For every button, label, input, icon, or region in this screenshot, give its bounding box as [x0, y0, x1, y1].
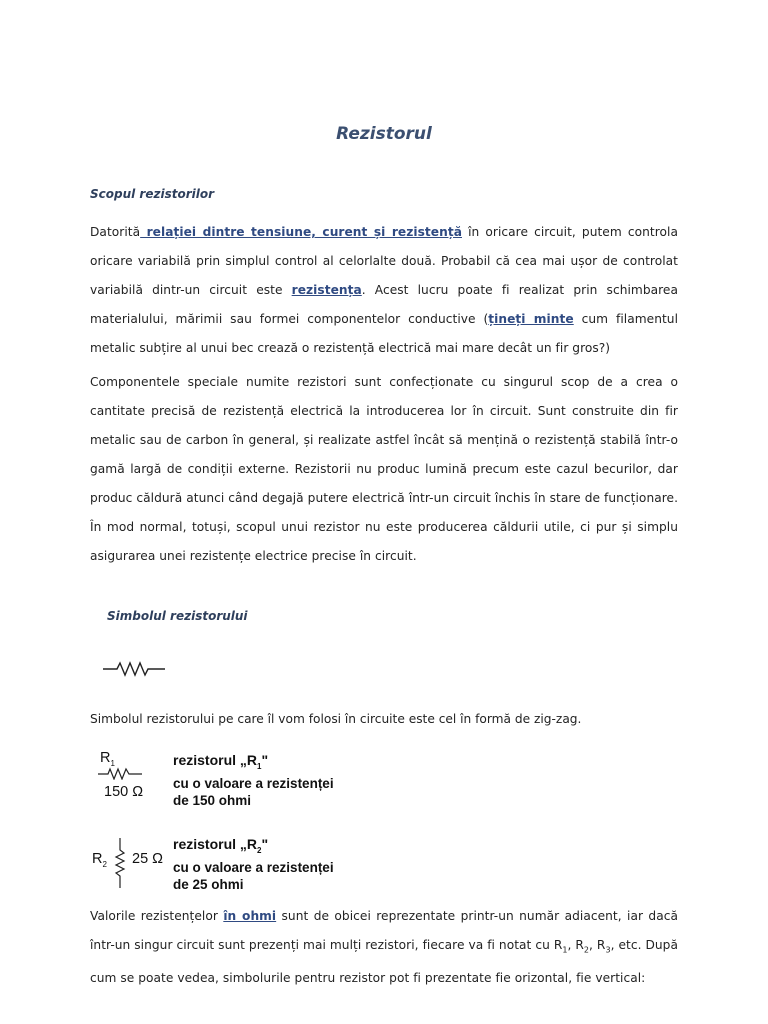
r1-value: 150 Ω: [104, 784, 144, 800]
resistor-r1-figure: [98, 750, 150, 806]
r1-desc-line3: de 150 ohmi: [173, 792, 252, 808]
r2-value: 25 Ω: [132, 851, 163, 867]
link-resistance[interactable]: rezistența: [291, 283, 362, 297]
resistor-symbol-icon: [103, 659, 167, 679]
text-run: , R: [589, 938, 606, 952]
r1-desc-line1: rezistorul $„R_1$": [173, 752, 269, 771]
r2-desc-line2: cu o valoare a rezistenței: [173, 859, 334, 875]
text-run: Datorită: [90, 225, 141, 239]
section-heading-purpose: Scopul rezistorilor: [90, 187, 215, 201]
r1-description: [173, 752, 334, 809]
symbol-caption: Simbolul rezistorului pe care îl vom folosi în circuite este cel în formă de zig-zag.: [90, 712, 582, 726]
subscript-1: 1: [562, 945, 568, 955]
r2-desc-line3: de 25 ohmi: [173, 876, 244, 892]
text-run: , R: [567, 938, 584, 952]
section-heading-symbol: Simbolul rezistorului: [107, 609, 248, 623]
page-title: Rezistorul: [336, 124, 432, 144]
r1-label: $R_1$: [100, 750, 115, 768]
r2-description: [173, 836, 334, 893]
subscript-3: 3: [605, 945, 611, 955]
text-run: sunt de obicei reprezentate printr-un număr adiacent, iar dacă într-un singur circuit sunt prezenți mai mulți rezistori, fiecare va fi notat cu R: [90, 909, 679, 952]
subscript-2: 2: [583, 945, 590, 955]
link-remember[interactable]: țineți minte: [488, 312, 574, 326]
paragraph-purpose-2: Componentele speciale numite rezistori sunt confecționate cu singurul scop de a crea o cantitate precisă de rezistență electrică la introducerea lor în circuit. Sunt construite din fir metalic sau de carbon în general, și realizate astfel încât să mențină o rezistență stabilă într-o gamă largă de condiții externe. Rezistorii nu produc lumină precum este cazul becurilor, dar produc căldură atunci când degajă putere electrică într-un circuit închis în stare de funcționare. În mod normal, totuși, scopul unui rezistor nu este producerea căldurii utile, ci pur și simplu asigurarea unei rezistențe electrice precise în circuit.: [90, 375, 678, 563]
text-run: cum filamentul metalic subțire al unui bec crează o rezistență electrică mai mare decât un fir gros?): [90, 312, 679, 355]
text-run: . Acest lucru poate fi realizat prin schimbarea materialului, mărimii sau formei componentelor conductive (: [90, 283, 678, 326]
r2-desc-line1: rezistorul $„R_2$": [173, 836, 269, 855]
resistor-r2-figure: [92, 836, 162, 890]
paragraph-purpose-1: [90, 218, 678, 363]
text-run: , etc. După cum se poate vedea, simbolurile pentru rezistor pot fi prezentate fie orizontal, fie vertical:: [90, 938, 678, 986]
text-run: Valorile rezistențelor: [90, 909, 224, 923]
resistor-r1-icon: [98, 766, 144, 780]
r1-desc-line2: cu o valoare a rezistenței: [173, 775, 334, 791]
r2-label: $R_2$: [92, 851, 107, 869]
link-in-ohms[interactable]: în ohmi: [223, 909, 277, 923]
link-voltage-current-resistance[interactable]: relației dintre tensiune, curent și rezistență: [140, 225, 462, 239]
text-run: în oricare circuit, putem controla oricare variabilă prin simplul control al celorlalte două. Probabil că cea mai ușor de controlat variabilă dintr-un circuit este: [90, 225, 678, 297]
resistor-r2-icon: [114, 836, 126, 890]
paragraph-ohm-values: [90, 902, 678, 993]
